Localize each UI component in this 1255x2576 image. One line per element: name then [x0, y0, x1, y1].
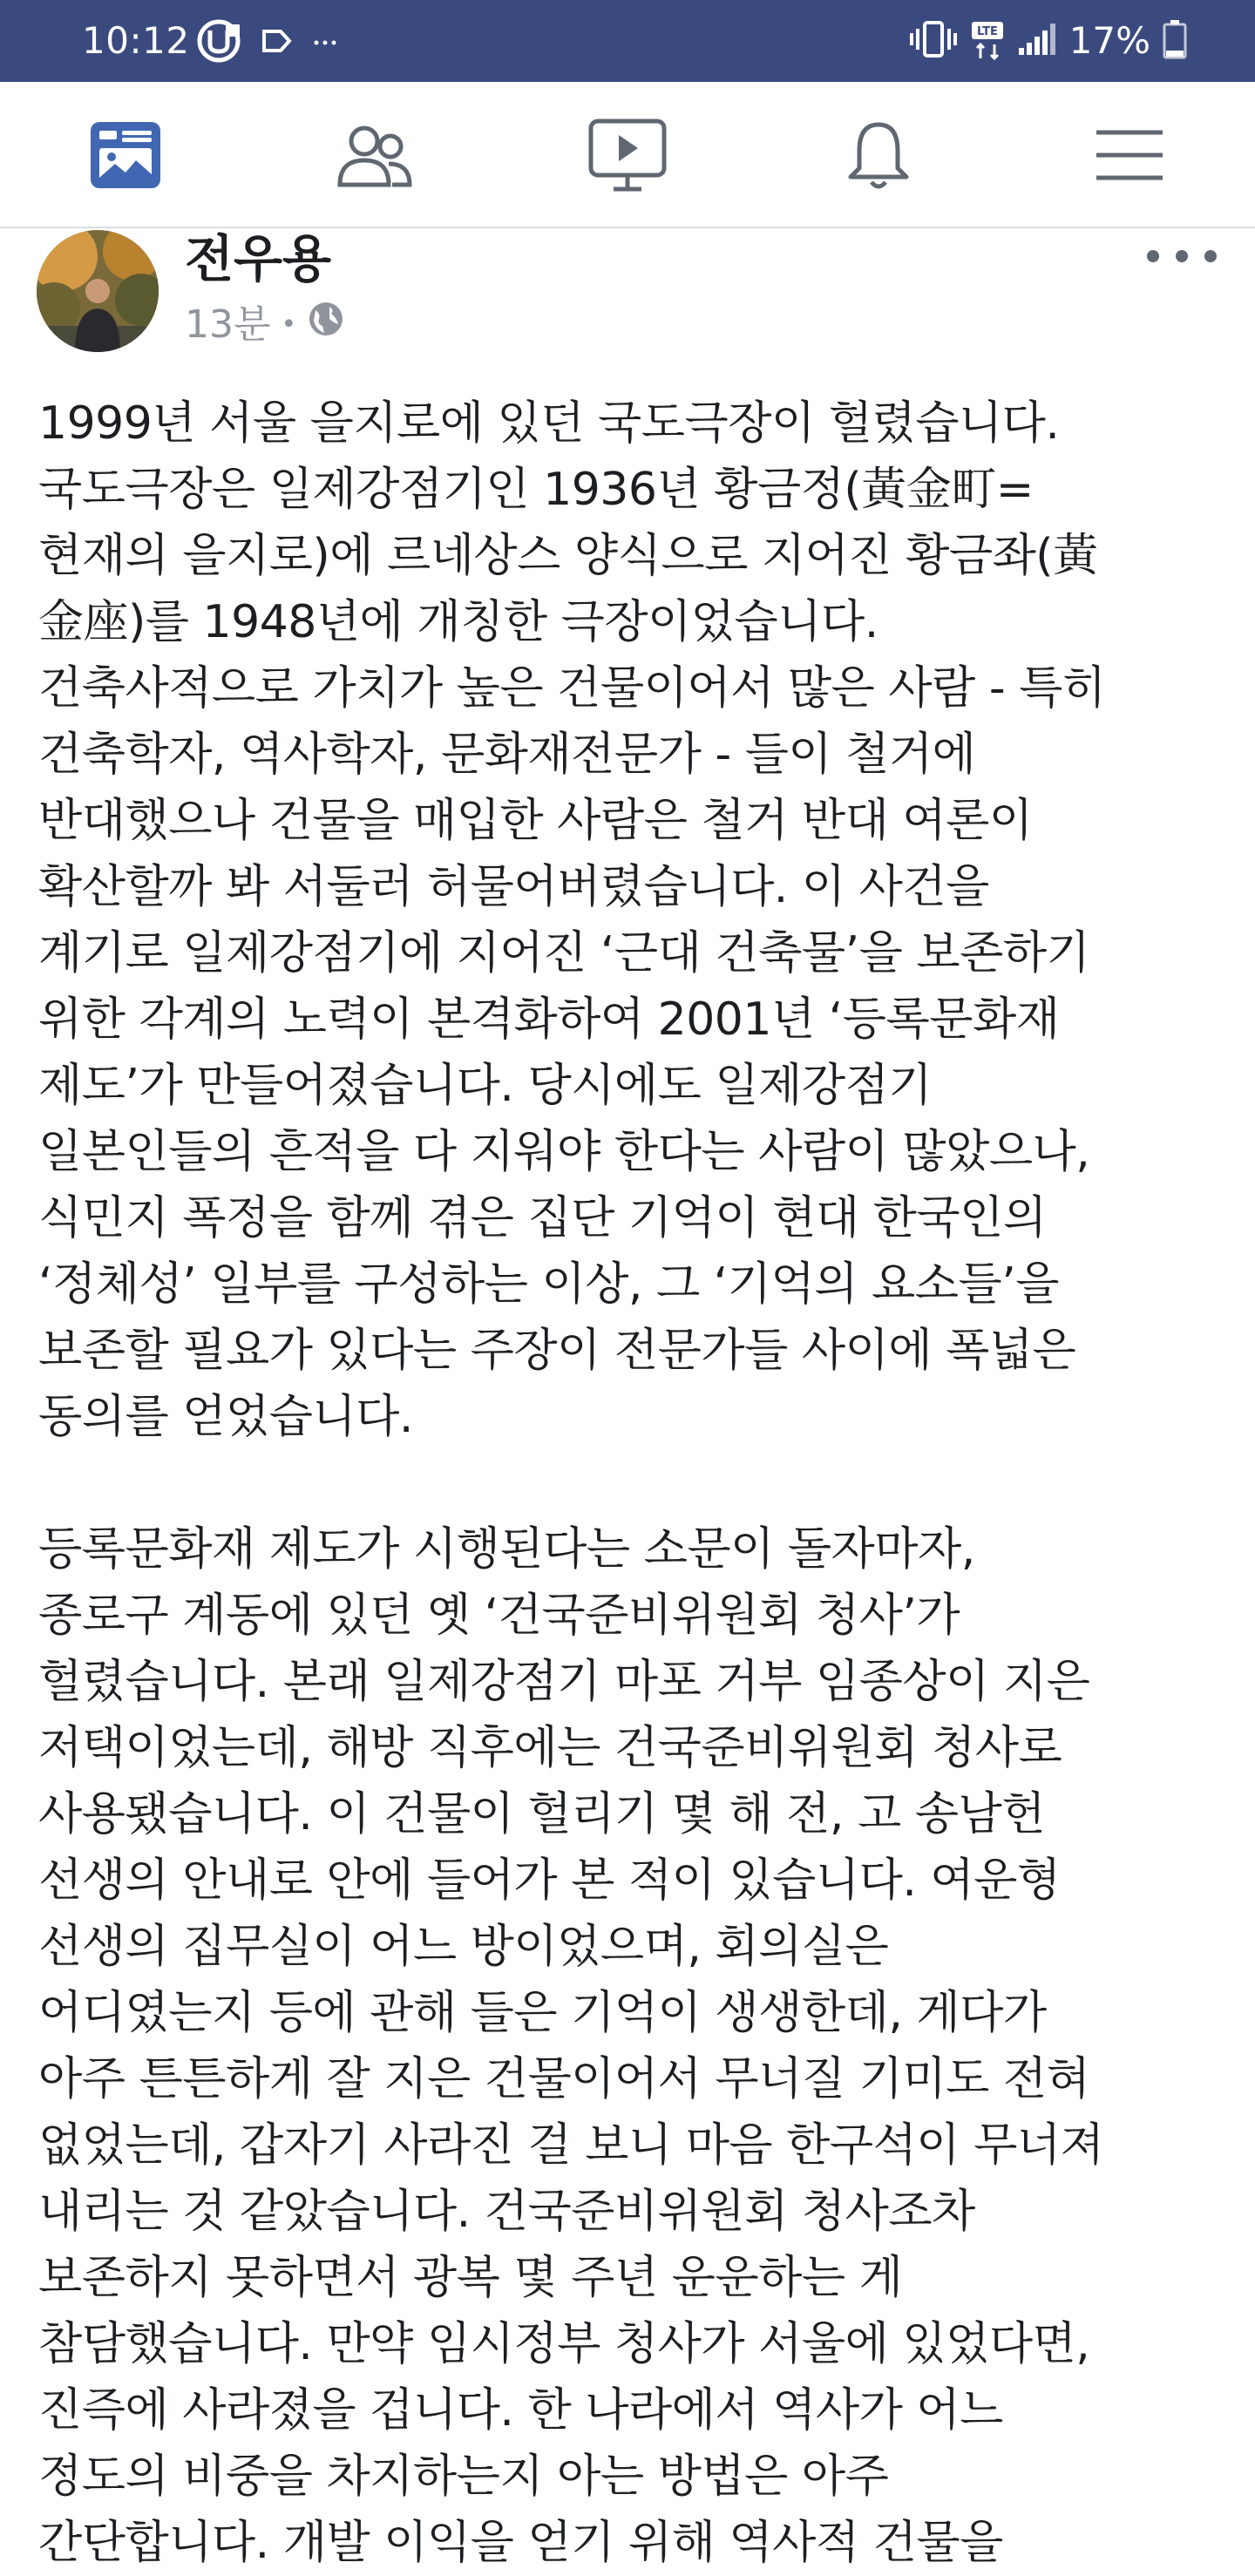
cast-icon — [261, 28, 293, 58]
post-text-line: 선생의 집무실이 어느 방이었으며, 회의실은 — [38, 1921, 889, 1973]
svg-text:LTE: LTE — [976, 25, 998, 38]
post-text-line: 반대했으나 건물을 매입한 사람은 철거 반대 여론이 — [38, 795, 1033, 847]
post-time[interactable]: 13분 — [185, 302, 271, 347]
watch-video-icon — [587, 118, 668, 196]
post-text-line: 1999년 서울 을지로에 있던 국도극장이 헐렸습니다. — [38, 397, 1060, 450]
post-text-line: 정도의 비중을 차지하는지 아는 방법은 아주 — [38, 2451, 889, 2503]
post-text-line: 어디였는지 등에 관해 들은 기억이 생생한데, 게다가 — [38, 1987, 1047, 2039]
more-dot — [1204, 250, 1217, 262]
post-options-button[interactable] — [1147, 239, 1217, 274]
status-time: 10:12 — [82, 19, 190, 62]
status-left-icons — [197, 19, 338, 66]
post-text-line: 계기로 일제강점기에 지어진 ‘근대 건축물’을 보존하기 — [38, 927, 1090, 980]
post-text-line: 참담했습니다. 만약 임시정부 청사가 서울에 있었다면, — [38, 2318, 1090, 2370]
more-dots-icon — [312, 35, 338, 51]
post-text-line: 건축학자, 역사학자, 문화재전문가 - 들이 철거에 — [38, 729, 976, 781]
post-text-line: 보존하지 못하면서 광복 몇 주년 운운하는 게 — [38, 2252, 903, 2304]
post-text-line: 헐렸습니다. 본래 일제강점기 마포 거부 임종상이 지은 — [38, 1656, 1090, 1708]
post-text-line: 건축사적으로 가치가 높은 건물이어서 많은 사람 - 특히 — [38, 662, 1106, 715]
post-text-line: 일본인들의 흔적을 다 지워야 한다는 사람이 많았으나, — [38, 1126, 1090, 1178]
post-text-line: 현재의 을지로)에 르네상스 양식으로 지어진 황금좌(黃 — [38, 530, 1098, 582]
globe-icon — [307, 300, 345, 350]
post-text-line: 간단합니다. 개발 이익을 얻기 위해 역사적 건물을 — [38, 2517, 1003, 2569]
post-text-line: 등록문화재 제도가 시행된다는 소문이 돌자마자, — [38, 1523, 975, 1576]
app-notification-icon — [197, 19, 242, 66]
post-text-line: 동의를 얻었습니다. — [38, 1391, 413, 1443]
vibrate-icon — [909, 20, 958, 62]
post-text-line: 사용됐습니다. 이 건물이 헐리기 몇 해 전, 고 송남헌 — [38, 1788, 1045, 1840]
battery-percent: 17% — [1068, 19, 1150, 62]
status-right-icons — [909, 17, 1187, 64]
meta-separator: • — [281, 309, 297, 340]
post-text-line: 진즉에 사라졌을 겁니다. 한 나라에서 역사가 어느 — [38, 2384, 1003, 2437]
post-text-line: 위한 각계의 노력이 본격화하여 2001년 ‘등록문화재 — [38, 993, 1060, 1046]
hamburger-menu-icon — [1095, 127, 1164, 186]
bell-icon — [844, 118, 913, 196]
tab-notifications[interactable] — [835, 113, 922, 200]
tab-news-feed[interactable] — [82, 113, 169, 200]
post-text-line: 확산할까 봐 서둘러 허물어버렸습니다. 이 사건을 — [38, 861, 989, 913]
post-text-line: 식민지 폭정을 함께 겪은 집단 기억이 현대 한국인의 — [38, 1192, 1047, 1244]
author-name[interactable]: 전우용 — [185, 229, 332, 288]
post-header — [0, 228, 1255, 368]
post-body — [38, 390, 1232, 2576]
friends-icon — [335, 120, 415, 193]
post-text-line: 없었는데, 갑자기 사라진 걸 보니 마음 한구석이 무너져 — [38, 2119, 1104, 2172]
post-meta — [185, 300, 345, 350]
post-text-line: ‘정체성’ 일부를 구성하는 이상, 그 ‘기억의 요소들’을 — [38, 1258, 1059, 1311]
status-bar — [0, 0, 1255, 82]
post-text-line: 보존할 필요가 있다는 주장이 전문가들 사이에 폭넓은 — [38, 1325, 1076, 1377]
more-dot — [1176, 250, 1188, 262]
battery-icon — [1163, 19, 1187, 63]
more-dot — [1147, 250, 1159, 262]
post-text-line: 제도’가 만들어졌습니다. 당시에도 일제강점기 — [38, 1060, 933, 1112]
tab-menu[interactable] — [1086, 113, 1173, 200]
post-text-line: 국도극장은 일제강점기인 1936년 황금정(黃金町= — [38, 464, 1034, 516]
post-text-line: 아주 튼튼하게 잘 지은 건물이어서 무너질 기미도 전혀 — [38, 2053, 1090, 2105]
lte-icon — [970, 18, 1005, 64]
signal-icon — [1017, 22, 1057, 60]
news-feed-icon — [89, 120, 162, 193]
post-text-line: 종로구 계동에 있던 옛 ‘건국준비위원회 청사’가 — [38, 1590, 960, 1642]
post-text-line: 선생의 안내로 안에 들어가 본 적이 있습니다. 여운형 — [38, 1854, 1061, 1907]
avatar[interactable] — [37, 230, 159, 352]
tab-friends[interactable] — [331, 113, 418, 200]
post-text-line: 내리는 것 같았습니다. 건국준비위원회 청사조차 — [38, 2186, 975, 2238]
top-navigation-bar — [0, 82, 1255, 228]
post-text-line: 저택이었는데, 해방 직후에는 건국준비위원회 청사로 — [38, 1722, 1062, 1774]
tab-watch[interactable] — [584, 113, 671, 200]
paragraph-break — [38, 1450, 1232, 1516]
post-text-line: 金座)를 1948년에 개칭한 극장이었습니다. — [38, 596, 878, 648]
